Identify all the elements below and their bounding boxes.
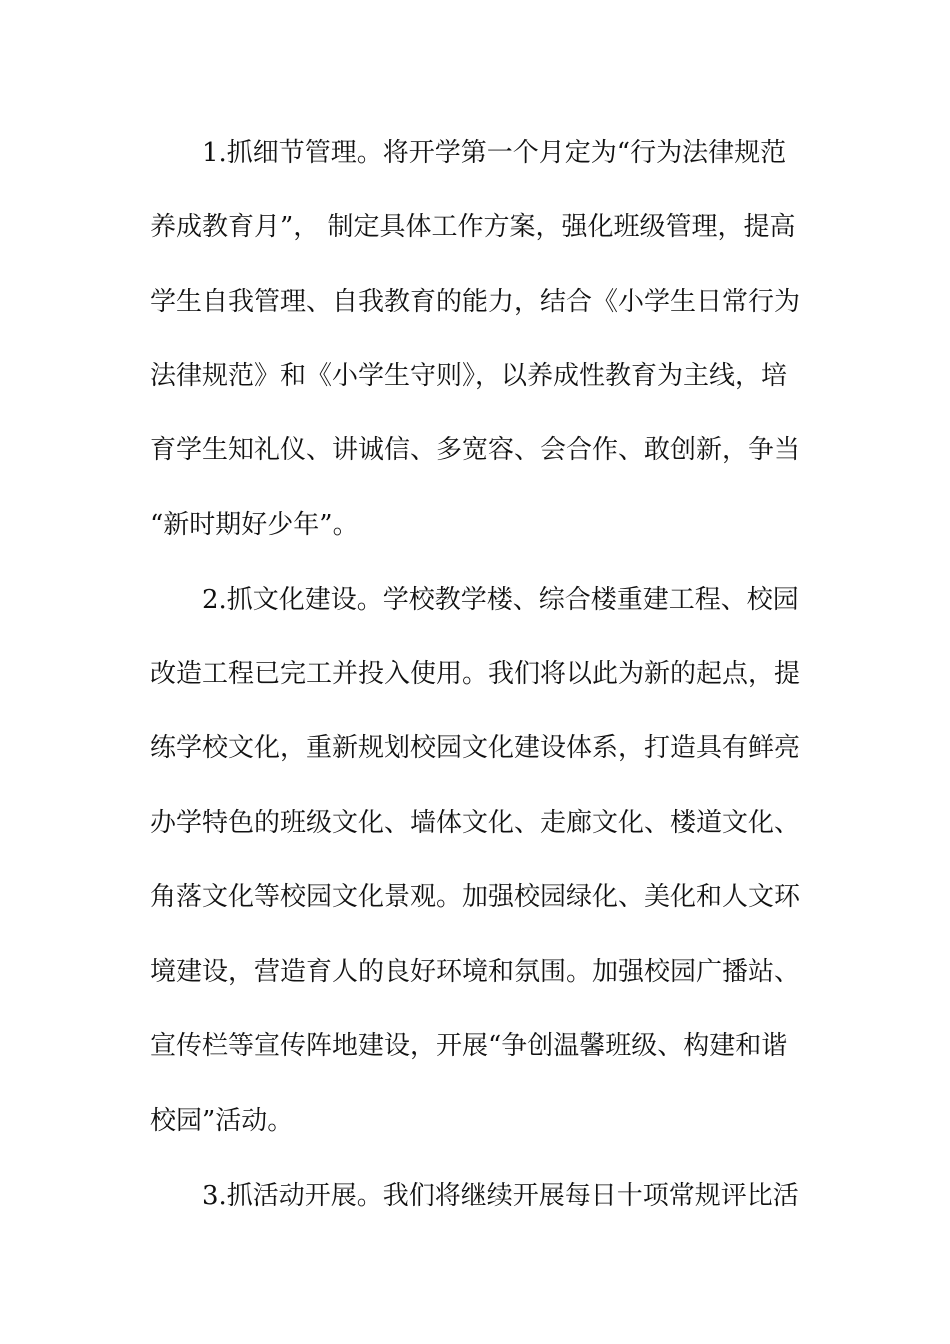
paragraph-line: 宣传栏等宣传阵地建设，开展“争创温馨班级、构建和谐 <box>150 1031 788 1061</box>
paragraph-line: 境建设，营造育人的良好环境和氛围。加强校园广播站、 <box>150 957 801 987</box>
paragraph-line: 育学生知礼仪、讲诚信、多宽容、会合作、敢创新，争当 <box>150 435 801 465</box>
paragraph-line: 养成教育月”， 制定具体工作方案，强化班级管理，提高 <box>150 212 796 242</box>
paragraph-line: 1.抓细节管理。将开学第一个月定为“行为法律规范 <box>202 138 787 168</box>
paragraph-line: “新时期好少年”。 <box>150 510 359 540</box>
paragraph-line: 学生自我管理、自我教育的能力，结合《小学生日常行为 <box>150 287 801 317</box>
paragraph-line: 办学特色的班级文化、墙体文化、走廊文化、楼道文化、 <box>150 808 801 838</box>
paragraph-line: 改造工程已完工并投入使用。我们将以此为新的起点，提 <box>150 659 801 689</box>
paragraph-line: 3.抓活动开展。我们将继续开展每日十项常规评比活 <box>202 1181 799 1211</box>
paragraph-line: 法律规范》和《小学生守则》，以养成性教育为主线，培 <box>150 361 788 391</box>
paragraph-line: 2.抓文化建设。学校教学楼、综合楼重建工程、校园 <box>202 585 799 615</box>
paragraph-line: 练学校文化，重新规划校园文化建设体系，打造具有鲜亮 <box>150 733 801 763</box>
paragraph-line: 校园”活动。 <box>150 1106 294 1136</box>
paragraph-line: 角落文化等校园文化景观。加强校园绿化、美化和人文环 <box>150 882 801 912</box>
